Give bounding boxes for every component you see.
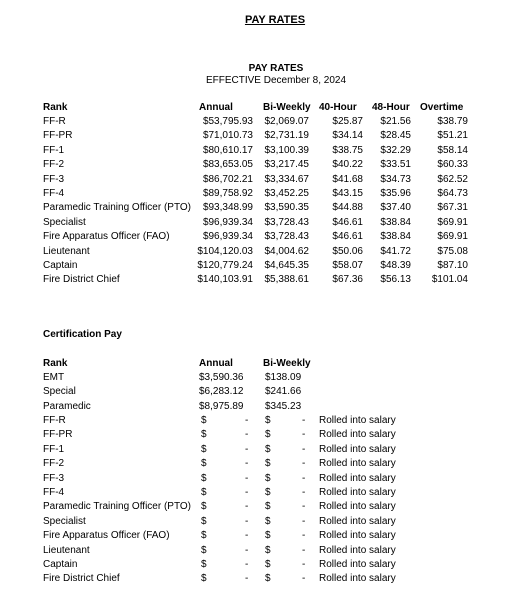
cert-table-row (0, 386, 521, 400)
cert-cell-annual: $6,283.12 (199, 386, 244, 398)
cert-cell-biweekly-dollar: $ (265, 458, 271, 470)
pay-cell-hour48: $21.56 (380, 116, 411, 127)
pay-cell-rank: FF-3 (43, 173, 65, 185)
cert-cell-annual-dollar: $ (201, 559, 207, 570)
cert-cell-annual-dollar: $ (201, 415, 207, 426)
pay-cell-hour40: $34.14 (332, 130, 363, 142)
pay-cell-annual: $120,779.24 (197, 260, 253, 271)
cert-cell-biweekly-dollar: $ (265, 559, 271, 570)
pay-cell-hour40: $43.15 (332, 188, 363, 199)
pay-cell-overtime: $62.52 (437, 173, 468, 185)
pay-cell-hour40: $40.22 (332, 159, 363, 171)
cert-cell-biweekly-dash: - (302, 472, 306, 484)
pay-cell-hour40: $25.87 (332, 116, 363, 127)
pay-cell-annual: $86,702.21 (202, 173, 253, 185)
pay-cell-overtime: $58.14 (437, 144, 468, 156)
cert-cell-annual-dollar: $ (201, 429, 207, 441)
pay-cell-rank: Fire Apparatus Officer (FAO) (43, 231, 170, 243)
pay-cell-biweekly: $2,731.19 (264, 130, 309, 142)
cert-cell-annual-dollar: $ (201, 530, 207, 542)
pay-table-row (0, 231, 521, 245)
cert-cell-rank: Specialist (43, 515, 86, 527)
cert-cell-biweekly-dollar: $ (265, 573, 271, 585)
pay-cell-hour48: $37.40 (380, 202, 411, 214)
cert-rolled-row (0, 487, 521, 501)
cert-cell-note: Rolled into salary (319, 559, 396, 570)
pay-header-overtime: Overtime (420, 102, 464, 113)
cert-cell-biweekly-dollar: $ (265, 472, 271, 484)
cert-cell-note: Rolled into salary (319, 544, 396, 556)
pay-cell-hour48: $38.84 (380, 231, 411, 243)
pay-cell-hour40: $38.75 (332, 144, 363, 156)
cert-cell-biweekly-dollar: $ (265, 429, 271, 441)
pay-cell-biweekly: $4,645.35 (264, 260, 309, 271)
cert-cell-rank: Fire Apparatus Officer (FAO) (43, 530, 170, 542)
cert-cell-biweekly-dollar: $ (265, 415, 271, 426)
cert-cell-biweekly-dollar: $ (265, 530, 271, 542)
pay-cell-biweekly: $3,100.39 (264, 144, 309, 156)
pay-table-row (0, 145, 521, 159)
pay-cell-hour48: $41.72 (380, 245, 411, 257)
pay-cell-rank: FF-1 (43, 144, 65, 156)
pay-cell-overtime: $69.91 (437, 231, 468, 243)
cert-cell-biweekly-dash: - (302, 501, 306, 513)
pay-cell-hour40: $44.88 (332, 202, 363, 214)
cert-cell-annual-dollar: $ (201, 515, 207, 527)
pay-cell-biweekly: $3,728.43 (264, 231, 309, 243)
cert-cell-annual-dollar: $ (201, 487, 207, 498)
cert-cell-annual-dash: - (245, 443, 249, 455)
pay-cell-hour48: $28.45 (380, 130, 411, 142)
pay-cell-rank: Paramedic Training Officer (PTO) (43, 202, 192, 214)
pay-cell-rank: Lieutenant (43, 245, 90, 257)
cert-cell-biweekly-dollar: $ (265, 544, 271, 556)
pay-cell-hour48: $34.73 (380, 173, 411, 185)
cert-cell-rank: FF-4 (43, 487, 65, 498)
cert-cell-rank: EMT (43, 372, 65, 383)
cert-cell-note: Rolled into salary (319, 487, 396, 498)
pay-cell-hour40: $46.61 (332, 231, 363, 243)
cert-cell-biweekly-dash: - (302, 544, 306, 556)
pay-cell-biweekly: $5,388.61 (264, 274, 309, 286)
cert-rolled-row (0, 516, 521, 530)
cert-cell-annual-dash: - (245, 573, 249, 585)
cert-cell-rank: FF-R (43, 415, 66, 426)
pay-table-row (0, 116, 521, 130)
pay-header-hour48: 48-Hour (372, 102, 410, 113)
cert-cell-biweekly-dash: - (302, 443, 306, 455)
pay-cell-hour48: $35.96 (380, 188, 411, 199)
pay-cell-hour48: $33.51 (380, 159, 411, 171)
pay-cell-rank: FF-PR (43, 130, 73, 142)
pay-table-row (0, 260, 521, 274)
cert-rolled-row (0, 429, 521, 443)
cert-cell-note: Rolled into salary (319, 415, 396, 426)
cert-cell-rank: Lieutenant (43, 544, 90, 556)
document-title: PAY RATES (244, 14, 306, 26)
cert-cell-rank: Fire District Chief (43, 573, 120, 585)
pay-header-annual: Annual (199, 102, 233, 113)
certification-pay-title: Certification Pay (43, 329, 122, 340)
pay-cell-overtime: $87.10 (437, 260, 468, 271)
cert-cell-rank: Special (43, 386, 76, 398)
cert-cell-annual-dash: - (245, 415, 249, 426)
cert-cell-annual-dash: - (245, 515, 249, 527)
cert-cell-note: Rolled into salary (319, 443, 396, 455)
cert-table-row (0, 372, 521, 386)
cert-cell-biweekly-dash: - (302, 559, 306, 570)
pay-cell-annual: $140,103.91 (197, 274, 253, 286)
pay-table-row (0, 246, 521, 260)
pay-cell-annual: $89,758.92 (202, 188, 253, 199)
cert-header-biweekly: Bi-Weekly (263, 358, 311, 369)
cert-rolled-row (0, 444, 521, 458)
cert-cell-rank: Paramedic Training Officer (PTO) (43, 501, 192, 513)
cert-cell-annual-dash: - (245, 458, 249, 470)
pay-cell-rank: FF-R (43, 116, 66, 127)
cert-rolled-row (0, 501, 521, 515)
cert-cell-rank: Captain (43, 559, 78, 570)
cert-table-header (0, 358, 521, 372)
pay-table-row (0, 217, 521, 231)
cert-cell-note: Rolled into salary (319, 458, 396, 470)
pay-cell-hour40: $46.61 (332, 216, 363, 228)
cert-cell-biweekly-dash: - (302, 530, 306, 542)
pay-cell-annual: $96,939.34 (202, 216, 253, 228)
cert-cell-rank: FF-1 (43, 443, 65, 455)
cert-cell-note: Rolled into salary (319, 429, 396, 441)
pay-cell-annual: $71,010.73 (202, 130, 253, 142)
cert-cell-biweekly-dollar: $ (265, 443, 271, 455)
cert-cell-annual-dash: - (245, 429, 249, 441)
pay-cell-overtime: $51.21 (437, 130, 468, 142)
cert-cell-biweekly: $345.23 (265, 400, 302, 412)
cert-cell-biweekly-dash: - (302, 415, 306, 426)
cert-rolled-row (0, 573, 521, 587)
pay-cell-overtime: $60.33 (437, 159, 468, 171)
cert-cell-annual-dollar: $ (201, 472, 207, 484)
pay-cell-overtime: $38.79 (437, 116, 468, 127)
cert-cell-annual: $3,590.36 (199, 372, 244, 383)
cert-cell-rank: FF-3 (43, 472, 65, 484)
pay-cell-rank: FF-2 (43, 159, 65, 171)
cert-cell-biweekly-dollar: $ (265, 515, 271, 527)
cert-cell-biweekly-dash: - (302, 458, 306, 470)
pay-cell-hour48: $32.29 (380, 144, 411, 156)
cert-cell-annual-dash: - (245, 559, 249, 570)
cert-cell-annual-dollar: $ (201, 501, 207, 513)
cert-cell-note: Rolled into salary (319, 530, 396, 542)
pay-cell-biweekly: $3,452.25 (264, 188, 309, 199)
section-title: PAY RATES (248, 63, 304, 74)
cert-rolled-row (0, 530, 521, 544)
pay-table-row (0, 202, 521, 216)
pay-cell-biweekly: $3,728.43 (264, 216, 309, 228)
cert-table-row (0, 401, 521, 415)
pay-cell-hour40: $67.36 (332, 274, 363, 286)
pay-cell-overtime: $69.91 (437, 216, 468, 228)
cert-rolled-row (0, 559, 521, 573)
pay-cell-hour48: $38.84 (380, 216, 411, 228)
pay-cell-hour48: $48.39 (380, 260, 411, 271)
cert-cell-biweekly-dollar: $ (265, 487, 271, 498)
pay-cell-rank: Fire District Chief (43, 274, 120, 286)
pay-header-hour40: 40-Hour (319, 102, 357, 113)
cert-cell-annual-dash: - (245, 544, 249, 556)
cert-rolled-row (0, 458, 521, 472)
cert-cell-annual-dash: - (245, 530, 249, 542)
cert-cell-annual-dollar: $ (201, 544, 207, 556)
cert-header-annual: Annual (199, 358, 233, 369)
cert-cell-rank: FF-PR (43, 429, 73, 441)
pay-cell-overtime: $101.04 (431, 274, 468, 286)
pay-cell-rank: Specialist (43, 216, 86, 228)
pay-cell-overtime: $67.31 (437, 202, 468, 214)
pay-cell-annual: $104,120.03 (197, 245, 253, 257)
pay-cell-annual: $93,348.99 (202, 202, 253, 214)
pay-cell-biweekly: $4,004.62 (264, 245, 309, 257)
effective-date: EFFECTIVE December 8, 2024 (205, 75, 347, 86)
pay-cell-annual: $96,939.34 (202, 231, 253, 243)
cert-header-rank: Rank (43, 358, 68, 369)
pay-header-biweekly: Bi-Weekly (263, 102, 311, 113)
pay-cell-annual: $53,795.93 (202, 116, 253, 127)
pay-table-row (0, 188, 521, 202)
cert-cell-biweekly-dollar: $ (265, 501, 271, 513)
cert-cell-annual-dash: - (245, 501, 249, 513)
pay-cell-overtime: $75.08 (437, 245, 468, 257)
pay-cell-rank: Captain (43, 260, 78, 271)
pay-table-row (0, 130, 521, 144)
cert-cell-annual-dollar: $ (201, 573, 207, 585)
pay-table-row (0, 174, 521, 188)
cert-cell-note: Rolled into salary (319, 573, 396, 585)
cert-cell-annual-dash: - (245, 472, 249, 484)
cert-cell-biweekly-dash: - (302, 573, 306, 585)
pay-table-header (0, 102, 521, 116)
cert-rolled-row (0, 415, 521, 429)
pay-cell-hour40: $58.07 (332, 260, 363, 271)
pay-cell-hour48: $56.13 (380, 274, 411, 286)
cert-cell-biweekly-dash: - (302, 515, 306, 527)
pay-cell-biweekly: $3,217.45 (264, 159, 309, 171)
cert-cell-biweekly: $138.09 (265, 372, 302, 383)
cert-cell-annual-dash: - (245, 487, 249, 498)
pay-cell-hour40: $41.68 (332, 173, 363, 185)
cert-rolled-row (0, 473, 521, 487)
cert-cell-annual-dollar: $ (201, 443, 207, 455)
pay-header-rank: Rank (43, 102, 68, 113)
pay-cell-biweekly: $2,069.07 (264, 116, 309, 127)
pay-cell-annual: $80,610.17 (202, 144, 253, 156)
pay-cell-rank: FF-4 (43, 188, 65, 199)
pay-table-row (0, 159, 521, 173)
pay-cell-biweekly: $3,590.35 (264, 202, 309, 214)
cert-cell-note: Rolled into salary (319, 515, 396, 527)
pay-cell-hour40: $50.06 (332, 245, 363, 257)
cert-cell-biweekly: $241.66 (265, 386, 302, 398)
pay-cell-annual: $83,653.05 (202, 159, 253, 171)
cert-cell-note: Rolled into salary (319, 501, 396, 513)
pay-cell-overtime: $64.73 (437, 188, 468, 199)
cert-rolled-row (0, 545, 521, 559)
pay-cell-biweekly: $3,334.67 (264, 173, 309, 185)
cert-cell-annual: $8,975.89 (199, 400, 244, 412)
cert-cell-annual-dollar: $ (201, 458, 207, 470)
cert-cell-biweekly-dash: - (302, 487, 306, 498)
cert-cell-rank: Paramedic (43, 400, 91, 412)
pay-table-row (0, 274, 521, 288)
cert-cell-note: Rolled into salary (319, 472, 396, 484)
cert-cell-biweekly-dash: - (302, 429, 306, 441)
cert-cell-rank: FF-2 (43, 458, 65, 470)
